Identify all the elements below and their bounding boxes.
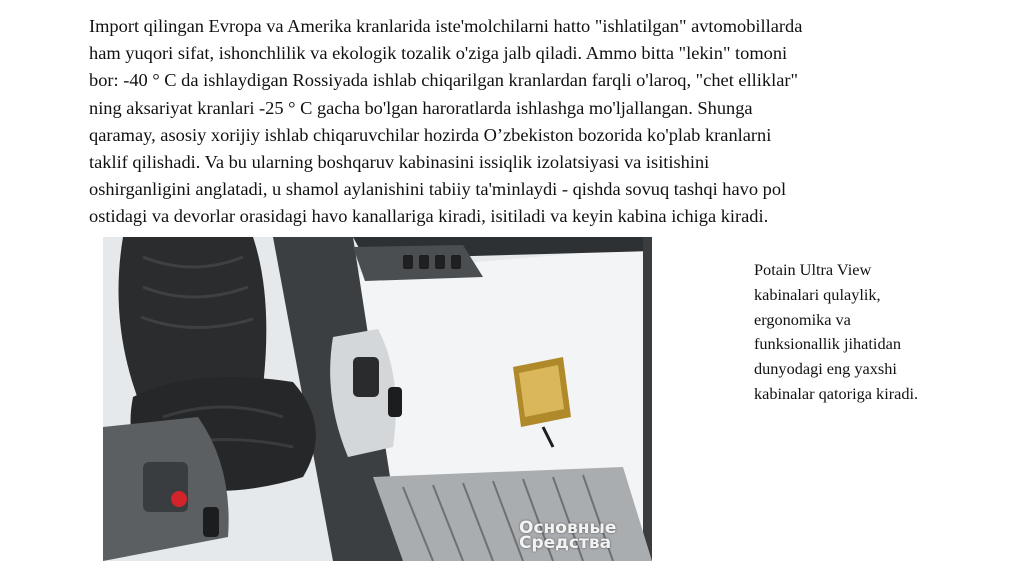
body-paragraph: Import qilingan Evropa va Amerika kranlarida iste'molchilarni hatto "ishlatilgan" avtomobillarda ham yuqori sifat, ishonchlilik va ekologik tozalik o'ziga jalb qiladi. Ammo bitta "lekin" tomoni bor: -40 ° C da ishlaydigan Rossiyada ishlab chiqarilgan kranlardan farqli o'laroq, "chet elliklar" ning aksariyat kranlari -25 ° C gacha bo'lgan haroratlarda ishlashga mo'ljallangan. Shunga qaramay, asosiy xorijiy ishlab chiqaruvchilar hozirda O’zbekiston bozorida ko'plab kranlarni taklif qilishadi. Va bu ularning boshqaruv kabinasini issiqlik izolatsiyasi va isitishini oshirganligini anglatadi, u shamol aylanishini tabiiy ta'minlaydi - qishda sovuq tashqi havo pol ostidagi va devorlar orasidagi havo kanallariga kiradi, isitiladi va keyin kabina ichiga kiradi.	[89, 16, 803, 227]
crane-cabin-photo	[103, 237, 652, 561]
photo-caption: Potain Ultra View kabinalari qulaylik, ergonomika va funksionallik jihatidan dunyodagi eng yaxshi kabinalar qatoriga kiradi.	[754, 260, 919, 403]
crane-cabin-illustration	[103, 237, 652, 561]
photo-watermark: Основные Средства	[519, 518, 617, 553]
